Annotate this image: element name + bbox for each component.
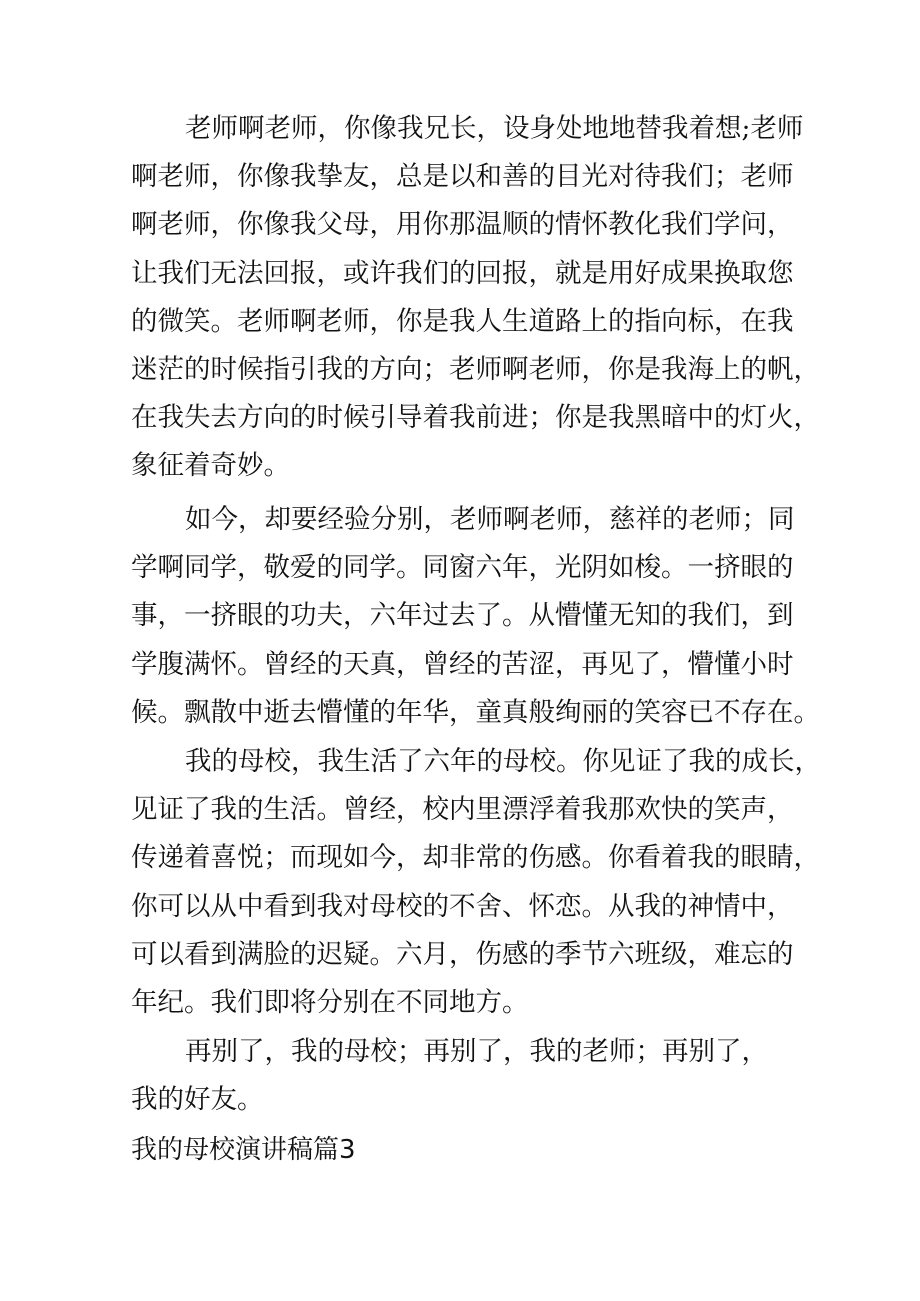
text-line: 候。飘散中逝去懵懂的年华，童真般绚丽的笑容已不存在。 bbox=[131, 696, 820, 728]
text-line: 学腹满怀。曾经的天真，曾经的苦涩，再见了，懵懂小时 bbox=[131, 648, 794, 680]
paragraph-farewell bbox=[131, 496, 820, 737]
text-line: 让我们无法回报，或许我们的回报，就是用好成果换取您 bbox=[131, 257, 794, 289]
text-line: 如今，却要经验分别，老师啊老师，慈祥的老师；同 bbox=[185, 504, 795, 535]
text-line: 学啊同学，敬爱的同学。同窗六年，光阴如梭。一挤眼的 bbox=[131, 552, 794, 584]
text-line: 象征着奇妙。 bbox=[131, 450, 290, 482]
text-line: 我的好友。 bbox=[131, 1084, 264, 1116]
text-line: 事，一挤眼的功夫，六年过去了。从懵懂无知的我们，到 bbox=[131, 600, 794, 632]
text-line: 啊老师，你像我父母，用你那温顺的情怀教化我们学问， bbox=[131, 209, 794, 241]
paragraph-goodbye bbox=[131, 1028, 768, 1124]
paragraph-school bbox=[131, 738, 821, 1027]
text-line: 我的母校，我生活了六年的母校。你见证了我的成长， bbox=[185, 746, 821, 777]
section-heading: 我的母校演讲稿篇3 bbox=[131, 1135, 356, 1165]
text-line: 啊老师，你像我挚友，总是以和善的目光对待我们；老师 bbox=[131, 161, 794, 193]
text-line: 迷茫的时候指引我的方向；老师啊老师，你是我海上的帆， bbox=[131, 353, 820, 385]
text-line: 你可以从中看到我对母校的不舍、怀恋。从我的神情中， bbox=[131, 890, 794, 922]
text-line: 老师啊老师，你像我兄长，设身处地地替我着想;老师 bbox=[185, 113, 804, 144]
text-line: 见证了我的生活。曾经，校内里漂浮着我那欢快的笑声， bbox=[131, 794, 794, 826]
paragraph-teacher bbox=[131, 105, 820, 491]
text-line: 再别了，我的母校；再别了，我的老师；再别了， bbox=[185, 1036, 768, 1067]
text-line: 可以看到满脸的迟疑。六月，伤感的季节六班级，难忘的 bbox=[131, 938, 794, 970]
text-line: 在我失去方向的时候引导着我前进；你是我黑暗中的灯火， bbox=[131, 402, 820, 434]
text-line: 年纪。我们即将分别在不同地方。 bbox=[131, 986, 529, 1018]
text-line: 的微笑。老师啊老师，你是我人生道路上的指向标，在我 bbox=[131, 305, 794, 337]
text-line: 传递着喜悦；而现如今，却非常的伤感。你看着我的眼睛， bbox=[131, 842, 820, 874]
